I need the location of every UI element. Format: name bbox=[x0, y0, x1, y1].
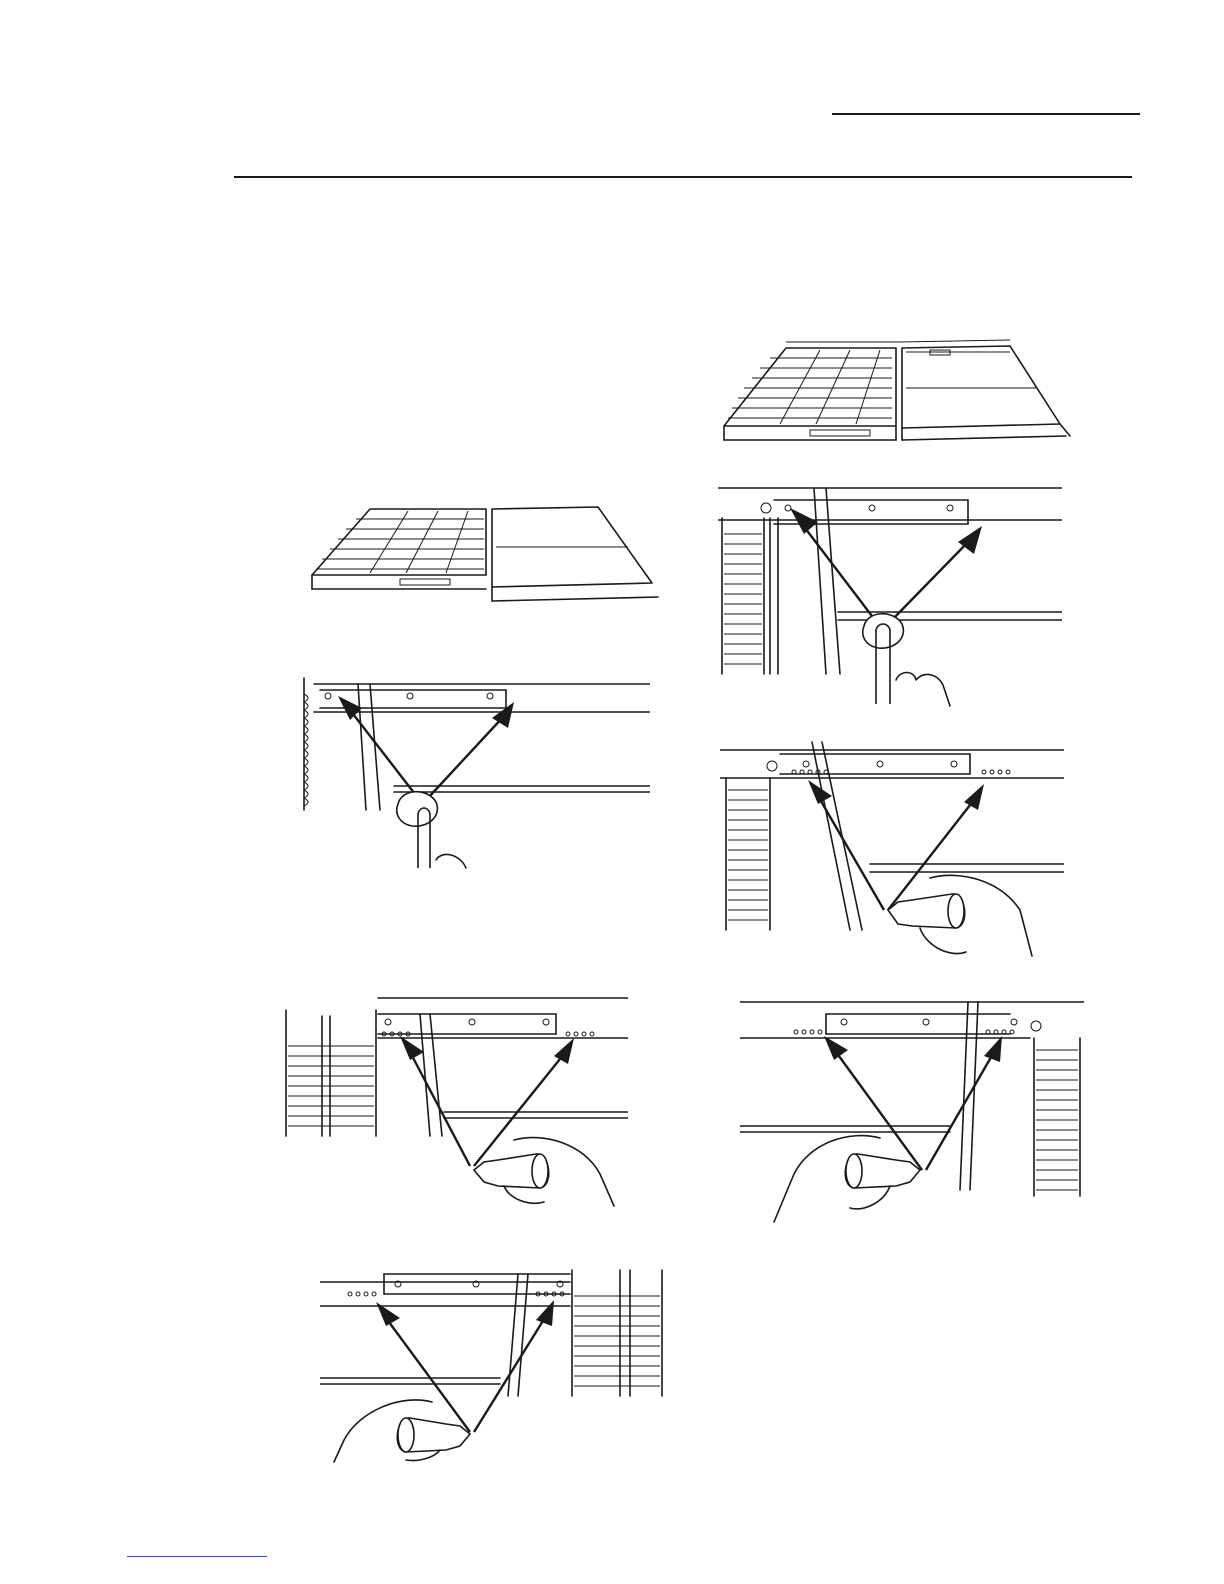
lube-dots-left bbox=[794, 1030, 822, 1034]
side-coil bbox=[304, 678, 308, 810]
rail-lube-1-illustration bbox=[284, 994, 628, 1208]
arrow-left bbox=[376, 1302, 470, 1432]
arrow-left bbox=[790, 508, 878, 624]
lube-dots-left bbox=[348, 1292, 376, 1296]
arrow-right bbox=[888, 526, 982, 624]
arrow-right bbox=[474, 1038, 574, 1166]
arrow-right bbox=[428, 702, 514, 798]
header-rule-long bbox=[234, 176, 1132, 178]
header-rule-short bbox=[832, 113, 1140, 115]
lube-bottle-hand bbox=[774, 1136, 920, 1222]
lube-bottle-hand bbox=[888, 875, 1032, 956]
side-slats bbox=[1034, 1038, 1080, 1196]
rail-lube-4-illustration bbox=[320, 1266, 664, 1464]
lube-dots-right bbox=[566, 1032, 594, 1036]
arrow-right bbox=[926, 1036, 1002, 1170]
lube-dots-right bbox=[982, 770, 1010, 774]
side-slats bbox=[286, 1010, 376, 1136]
lube-bottle-hand bbox=[334, 1400, 470, 1462]
rail-lube-2-illustration bbox=[720, 730, 1064, 962]
rail-clean-left-illustration bbox=[300, 664, 650, 870]
side-slats bbox=[722, 518, 778, 674]
shelf-small-illustration bbox=[308, 503, 668, 607]
side-slats bbox=[726, 778, 770, 930]
rail-clean-right-illustration bbox=[718, 474, 1062, 710]
arrow-left bbox=[824, 1036, 922, 1170]
shelf-frame bbox=[724, 340, 1070, 440]
lube-bottle-hand bbox=[474, 1138, 614, 1206]
footer-link-underline bbox=[127, 1556, 267, 1557]
arrow-right bbox=[888, 784, 984, 910]
finger-cloth bbox=[863, 614, 950, 706]
shelf-grid bbox=[728, 350, 892, 424]
arrow-left bbox=[808, 780, 884, 910]
shelf-large-illustration bbox=[720, 336, 1090, 446]
arrow-left bbox=[400, 1036, 470, 1166]
rail-lube-3-illustration bbox=[740, 990, 1084, 1236]
side-slats bbox=[572, 1270, 662, 1396]
finger-cloth bbox=[397, 792, 466, 868]
